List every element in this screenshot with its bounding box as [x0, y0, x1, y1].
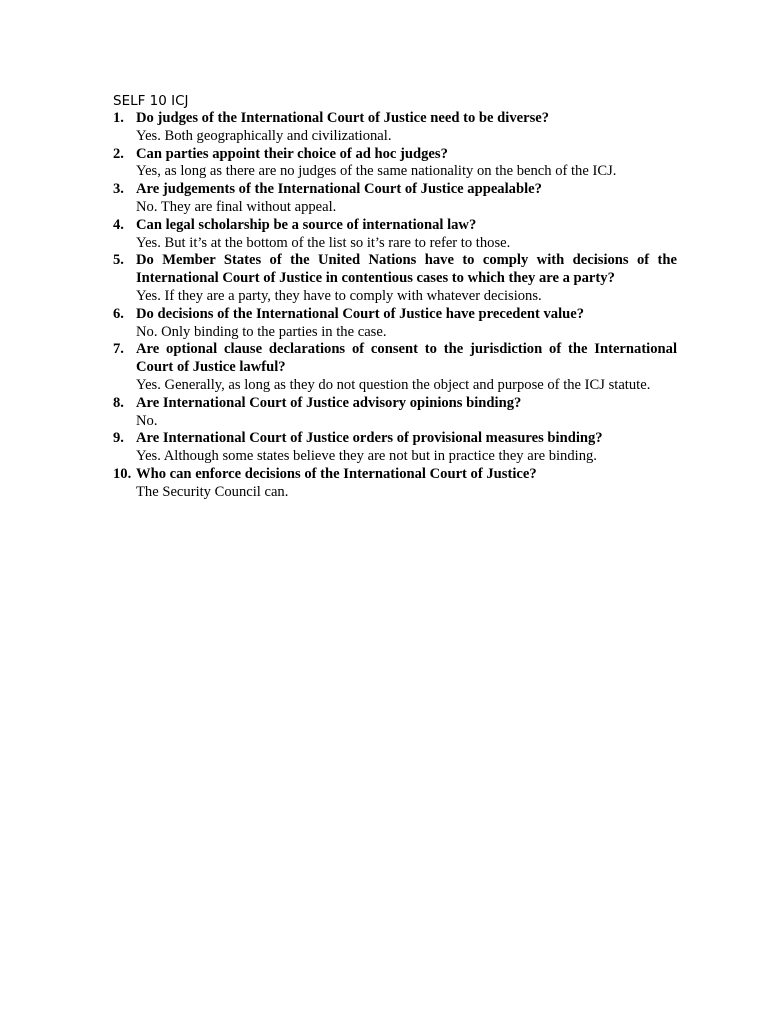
question-text: Who can enforce decisions of the International Court of Justice? — [136, 465, 537, 482]
item-number: 10. — [113, 465, 132, 482]
question-text: Can parties appoint their choice of ad hoc judges? — [136, 145, 448, 162]
answer-text: Yes, as long as there are no judges of the same nationality on the bench of the ICJ. — [136, 163, 617, 180]
item-body — [136, 341, 677, 394]
document-page — [113, 92, 677, 502]
list-item — [113, 341, 677, 394]
list-item — [113, 252, 677, 305]
answer-text: The Security Council can. — [136, 483, 289, 500]
answer-text: No. They are final without appeal. — [136, 198, 337, 215]
question-text: Are International Court of Justice advisory opinions binding? — [136, 394, 522, 411]
item-body — [136, 306, 677, 342]
question-text: Do Member States of the United Nations have to comply with decisions of the International Court of Justice in contentious cases to which they are a party? — [136, 252, 677, 287]
list-item — [113, 395, 677, 431]
question-text: Are International Court of Justice orders of provisional measures binding? — [136, 430, 603, 447]
list-item — [113, 430, 677, 466]
list-item — [113, 306, 677, 342]
item-number: 4. — [113, 216, 124, 233]
document-title: SELF 10 ICJ — [113, 93, 189, 109]
item-body — [136, 466, 677, 502]
question-text: Do decisions of the International Court of Justice have precedent value? — [136, 305, 585, 322]
item-number: 6. — [113, 305, 124, 322]
list-item — [113, 110, 677, 146]
list-item — [113, 181, 677, 217]
answer-text: Yes. Although some states believe they are not but in practice they are binding. — [136, 448, 597, 465]
question-text: Do judges of the International Court of Justice need to be diverse? — [136, 110, 550, 126]
item-body — [136, 430, 677, 466]
list-item — [113, 466, 677, 502]
item-body — [136, 217, 677, 253]
item-number: 2. — [113, 145, 124, 162]
item-number: 1. — [113, 110, 124, 126]
item-body — [136, 395, 677, 431]
item-number: 7. — [113, 341, 124, 358]
item-number: 8. — [113, 394, 124, 411]
question-text: Are optional clause declarations of consent to the jurisdiction of the International Court of Justice lawful? — [136, 341, 677, 376]
list-item — [113, 146, 677, 182]
item-body — [136, 110, 677, 146]
answer-text: No. Only binding to the parties in the case. — [136, 323, 387, 340]
answer-text: No. — [136, 412, 158, 429]
item-body — [136, 181, 677, 217]
answer-text: Yes. Generally, as long as they do not question the object and purpose of the ICJ statute. — [136, 376, 651, 393]
answer-text: Yes. Both geographically and civilizational. — [136, 127, 392, 144]
question-list — [113, 110, 677, 502]
item-number: 5. — [113, 252, 124, 269]
item-body — [136, 146, 677, 182]
item-body — [136, 252, 677, 305]
answer-text: Yes. If they are a party, they have to comply with whatever decisions. — [136, 287, 542, 304]
answer-text: Yes. But it’s at the bottom of the list so it’s rare to refer to those. — [136, 234, 511, 251]
item-number: 9. — [113, 430, 124, 447]
question-text: Are judgements of the International Court of Justice appealable? — [136, 181, 542, 198]
item-number: 3. — [113, 181, 124, 198]
question-text: Can legal scholarship be a source of international law? — [136, 216, 477, 233]
list-item — [113, 217, 677, 253]
